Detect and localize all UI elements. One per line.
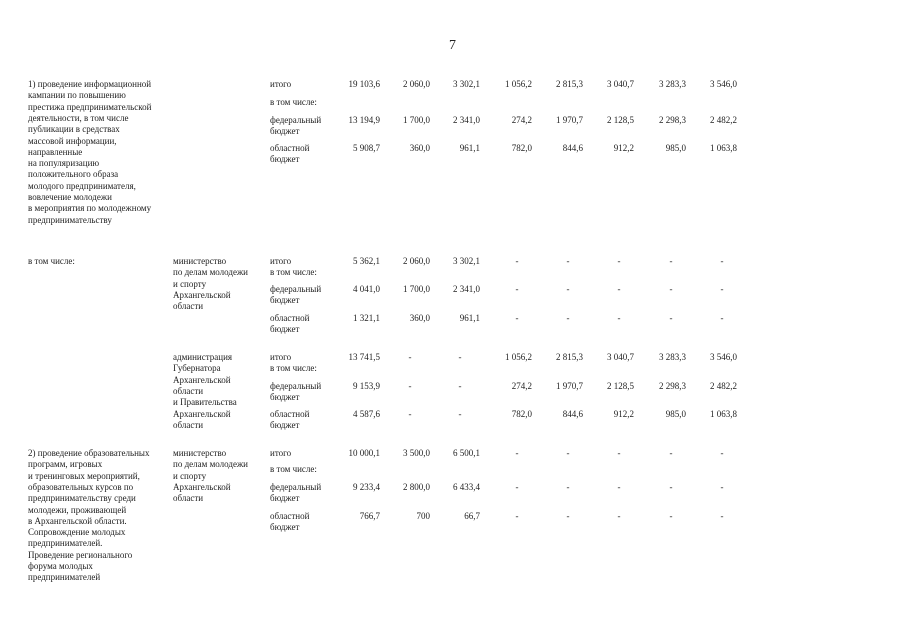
table-cell-value: 912,2 — [613, 143, 634, 153]
activity-description-line: и тренинговых мероприятий, — [28, 470, 140, 481]
executor-line: и спорту — [173, 278, 207, 289]
executor-line: министерство — [173, 256, 227, 266]
activity-description-line: предпринимательству — [28, 214, 112, 225]
funding-source-label: федеральный — [270, 284, 322, 294]
table-cell-value: 985,0 — [665, 409, 686, 419]
table-cell-value: 13 194,9 — [348, 115, 380, 125]
table-cell-value: - — [566, 256, 570, 266]
funding-source-label: в том числе: — [270, 267, 317, 278]
activity-description-line: в том числе: — [28, 256, 75, 266]
table-cell-value: 961,1 — [459, 143, 480, 153]
table-cell-value: 2 815,3 — [556, 79, 583, 89]
table-cell-value: 2 341,0 — [453, 284, 480, 294]
table-cell-value: 1 700,0 — [403, 115, 430, 125]
executor-line: Архангельской — [173, 481, 231, 492]
activity-description-line: Сопровождение молодых — [28, 527, 126, 538]
activity-description-line: престижа предпринимательской — [28, 101, 152, 112]
executor-line: области — [173, 493, 204, 504]
funding-source-label: бюджет — [270, 324, 300, 335]
executor-line: области — [173, 301, 204, 312]
table-cell-value: 2 800,0 — [403, 482, 430, 492]
table-cell-value: 3 546,0 — [710, 352, 737, 362]
table-cell-value: - — [515, 256, 519, 266]
table-cell-value: - — [617, 313, 621, 323]
table-cell-value: - — [720, 256, 724, 266]
funding-source-label: итого — [270, 352, 292, 362]
table-cell-value: - — [408, 381, 412, 391]
executor-line: министерство — [173, 448, 227, 458]
table-cell-value: - — [617, 256, 621, 266]
activity-description-line: массовой информации, — [28, 135, 117, 146]
funding-source-label: в том числе: — [270, 363, 317, 374]
table-cell-value: 3 283,3 — [659, 79, 686, 89]
table-cell-value: 2 298,3 — [659, 381, 686, 391]
table-cell-value: 3 500,0 — [403, 448, 430, 458]
table-cell-value: - — [515, 511, 519, 521]
table-cell-value: 2 298,3 — [659, 115, 686, 125]
table-cell-value: 2 060,0 — [403, 256, 430, 266]
table-cell-value: 1 063,8 — [710, 143, 737, 153]
table-cell-value: - — [669, 482, 673, 492]
table-cell-value: - — [617, 284, 621, 294]
table-cell-value: - — [566, 482, 570, 492]
table-cell-value: 3 040,7 — [607, 79, 634, 89]
table-cell-value: 1 056,2 — [505, 79, 532, 89]
table-cell-value: 1 970,7 — [556, 115, 583, 125]
table-cell-value: 3 546,0 — [710, 79, 737, 89]
activity-description-line: молодого предпринимателя, — [28, 180, 136, 191]
table-cell-value: - — [617, 482, 621, 492]
funding-source-label: федеральный — [270, 482, 322, 492]
table-cell-value: - — [669, 511, 673, 521]
table-cell-value: - — [566, 284, 570, 294]
table-cell-value: 1 063,8 — [710, 409, 737, 419]
table-cell-value: 766,7 — [359, 511, 380, 521]
executor-line: Архангельской — [173, 408, 231, 419]
table-cell-value: - — [720, 313, 724, 323]
table-cell-value: 4 587,6 — [353, 409, 380, 419]
executor-line: Архангельской — [173, 374, 231, 385]
table-cell-value: - — [515, 284, 519, 294]
table-cell-value: - — [617, 511, 621, 521]
funding-source-label: бюджет — [270, 392, 300, 403]
activity-description-line: Проведение регионального — [28, 549, 133, 560]
activity-description-line: вовлечение молодежи — [28, 192, 112, 202]
table-cell-value: - — [515, 313, 519, 323]
table-cell-value: 274,2 — [511, 381, 532, 391]
table-cell-value: 912,2 — [613, 409, 634, 419]
activity-description-line: деятельности, в том числе — [28, 112, 129, 123]
table-cell-value: - — [669, 313, 673, 323]
table-cell-value: 4 041,0 — [353, 284, 380, 294]
activity-description-line: предпринимателей. — [28, 538, 103, 549]
table-cell-value: - — [669, 284, 673, 294]
table-cell-value: - — [566, 313, 570, 323]
activity-description-line: в мероприятия по молодежному — [28, 203, 152, 214]
table-cell-value: 2 482,2 — [710, 115, 737, 125]
executor-line: по делам молодежи — [173, 459, 248, 470]
executor-line: Губернатора — [173, 363, 221, 374]
funding-source-label: областной — [270, 511, 310, 521]
table-cell-value: 9 233,4 — [353, 482, 380, 492]
table-cell-value: 19 103,6 — [348, 79, 380, 89]
table-cell-value: - — [669, 448, 673, 458]
table-cell-value: 360,0 — [409, 313, 430, 323]
table-cell-value: 3 302,1 — [453, 256, 480, 266]
table-cell-value: 13 741,5 — [348, 352, 380, 362]
funding-source-label: федеральный — [270, 115, 322, 125]
table-cell-value: 2 128,5 — [607, 381, 634, 391]
executor-line: области — [173, 385, 204, 396]
table-cell-value: - — [515, 448, 519, 458]
table-cell-value: 9 153,9 — [353, 381, 380, 391]
table-cell-value: 5 908,7 — [353, 143, 380, 153]
table-cell-value: 1 056,2 — [505, 352, 532, 362]
table-cell-value: 6 433,4 — [453, 482, 480, 492]
table-cell-value: 66,7 — [464, 511, 480, 521]
activity-description-line: образовательных курсов по — [28, 481, 134, 492]
table-cell-value: 3 283,3 — [659, 352, 686, 362]
table-cell-value: - — [566, 448, 570, 458]
funding-source-label: бюджет — [270, 295, 300, 306]
executor-line: области — [173, 419, 204, 430]
table-cell-value: 1 700,0 — [403, 284, 430, 294]
funding-source-label: в том числе: — [270, 464, 317, 474]
funding-source-label: бюджет — [270, 154, 300, 165]
funding-source-label: федеральный — [270, 381, 322, 391]
activity-description-line: 2) проведение образовательных — [28, 448, 150, 458]
table-cell-value: - — [515, 482, 519, 492]
table-cell-value: 782,0 — [511, 143, 532, 153]
executor-line: по делам молодежи — [173, 267, 248, 278]
executor-line: и спорту — [173, 470, 207, 481]
page-number: 7 — [449, 38, 456, 53]
table-cell-value: 2 341,0 — [453, 115, 480, 125]
executor-line: Архангельской — [173, 289, 231, 300]
table-cell-value: 3 302,1 — [453, 79, 480, 89]
table-cell-value: 985,0 — [665, 143, 686, 153]
table-cell-value: 10 000,1 — [348, 448, 380, 458]
table-cell-value: 961,1 — [459, 313, 480, 323]
table-cell-value: - — [720, 448, 724, 458]
activity-description-line: предпринимательству среди — [28, 493, 136, 504]
table-cell-value: 6 500,1 — [453, 448, 480, 458]
table-cell-value: 782,0 — [511, 409, 532, 419]
table-cell-value: - — [458, 381, 462, 391]
table-cell-value: 2 060,0 — [403, 79, 430, 89]
table-cell-value: 274,2 — [511, 115, 532, 125]
table-cell-value: - — [408, 352, 412, 362]
activity-description-line: форума молодых — [28, 561, 93, 571]
funding-source-label: бюджет — [270, 493, 300, 504]
table-cell-value: - — [720, 511, 724, 521]
table-cell-value: - — [669, 256, 673, 266]
table-cell-value: 2 128,5 — [607, 115, 634, 125]
activity-description-line: молодежи, проживающей — [28, 504, 127, 515]
activity-description-line: программ, игровых — [28, 459, 103, 470]
table-cell-value: 1 321,1 — [353, 313, 380, 323]
funding-source-label: бюджет — [270, 420, 300, 431]
funding-source-label: областной — [270, 409, 310, 419]
activity-description-line: положительного образа — [28, 169, 119, 180]
table-cell-value: 844,6 — [562, 409, 583, 419]
activity-description-line: на популяризацию — [28, 158, 100, 169]
funding-source-label: итого — [270, 256, 292, 266]
executor-line: и Правительства — [173, 397, 237, 408]
table-cell-value: 5 362,1 — [353, 256, 380, 266]
activity-description-line: 1) проведение информационной — [28, 79, 152, 89]
table-cell-value: 700 — [416, 511, 430, 521]
activity-description-line: публикации в средствах — [28, 124, 120, 135]
executor-line: администрация — [173, 352, 233, 362]
table-cell-value: 1 970,7 — [556, 381, 583, 391]
table-cell-value: 3 040,7 — [607, 352, 634, 362]
funding-source-label: бюджет — [270, 126, 300, 137]
table-cell-value: - — [720, 482, 724, 492]
table-cell-value: - — [720, 284, 724, 294]
table-cell-value: 2 482,2 — [710, 381, 737, 391]
table-cell-value: 360,0 — [409, 143, 430, 153]
activity-description-line: в Архангельской области. — [28, 515, 127, 526]
table-cell-value: - — [617, 448, 621, 458]
table-cell-value: - — [458, 352, 462, 362]
activity-description-line: предпринимателей — [28, 572, 101, 583]
activity-description-line: направленные — [28, 146, 83, 157]
funding-source-label: итого — [270, 448, 292, 458]
table-cell-value: 844,6 — [562, 143, 583, 153]
table-cell-value: 2 815,3 — [556, 352, 583, 362]
funding-source-label: областной — [270, 143, 310, 153]
table-cell-value: - — [408, 409, 412, 419]
funding-source-label: итого — [270, 79, 292, 89]
table-cell-value: - — [458, 409, 462, 419]
activity-description-line: кампании по повышению — [28, 90, 126, 101]
funding-source-label: бюджет — [270, 522, 300, 533]
table-cell-value: - — [566, 511, 570, 521]
funding-source-label: в том числе: — [270, 97, 317, 107]
funding-source-label: областной — [270, 313, 310, 323]
